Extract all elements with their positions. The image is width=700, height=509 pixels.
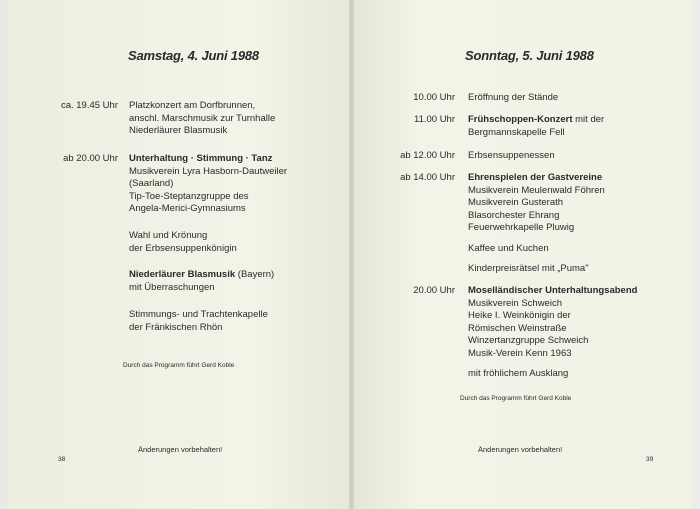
- paper-edge-right: [692, 0, 700, 509]
- schedule-description: Eröffnung der Stände: [468, 92, 559, 103]
- schedule-description: [468, 285, 637, 360]
- event-title: Niederläurer Blasmusik: [129, 269, 236, 280]
- description-line: mit Überraschungen: [129, 281, 215, 293]
- schedule-time: 10.00 Uhr: [413, 92, 455, 103]
- schedule-description: [129, 100, 275, 138]
- schedule-time: ab 12.00 Uhr: [400, 150, 455, 161]
- right-page-heading: Sonntag, 5. Juni 1988: [465, 48, 594, 63]
- description-text: (Bayern): [235, 269, 275, 280]
- description-text: mit der: [572, 114, 605, 125]
- description-line: Blasorchester Ehrang: [468, 209, 560, 221]
- program-host-note: Durch das Programm führt Gerd Koble: [460, 395, 572, 402]
- description-line: der Erbsensuppenkönigin: [129, 242, 237, 254]
- page-number: 39: [646, 456, 654, 463]
- paper-edge-left: [0, 0, 8, 509]
- description-line: Wahl und Krönung: [129, 230, 208, 241]
- schedule-description: Erbsensuppenessen: [468, 150, 555, 161]
- schedule-time: ab 14.00 Uhr: [400, 172, 455, 183]
- description-line: Tip-Toe-Steptanzgruppe des: [129, 190, 249, 202]
- changes-note: Änderungen vorbehalten!: [478, 445, 563, 454]
- schedule-time: ab 20.00 Uhr: [63, 153, 118, 164]
- description-line: Musik-Verein Kenn 1963: [468, 347, 572, 359]
- description-line: Platzkonzert am Dorfbrunnen,: [129, 100, 256, 111]
- description-line: Musikverein Lyra Hasborn-Dautweiler: [129, 165, 288, 177]
- schedule-description: [129, 309, 268, 334]
- event-title: Ehrenspielen der Gastvereine: [468, 172, 603, 183]
- description-line: mit fröhlichem Ausklang: [468, 368, 569, 379]
- description-line: (Saarland): [129, 178, 174, 189]
- description-line: Bergmannskapelle Fell: [468, 126, 565, 138]
- description-line: Angela-Merici-Gymnasiums: [129, 203, 246, 214]
- schedule-description: [129, 269, 274, 294]
- description-line: Römischen Weinstraße: [468, 322, 567, 334]
- description-line: Stimmungs- und Trachtenkapelle: [129, 309, 268, 320]
- schedule-time: 20.00 Uhr: [413, 285, 455, 296]
- description-line: Winzertanzgruppe Schweich: [468, 335, 589, 346]
- event-title: Unterhaltung · Stimmung · Tanz: [129, 153, 273, 164]
- event-title: Frühschoppen-Konzert: [468, 114, 573, 125]
- schedule-time: ca. 19.45 Uhr: [60, 100, 118, 111]
- event-title: Moselländischer Unterhaltungsabend: [468, 285, 638, 296]
- left-page-heading: Samstag, 4. Juni 1988: [128, 48, 259, 63]
- program-host-note: Durch das Programm führt Gerd Koble: [123, 362, 235, 369]
- description-line: Kaffee und Kuchen: [468, 243, 549, 254]
- schedule-description: [468, 114, 604, 139]
- description-line: Kinderpreisrätsel mit „Puma": [468, 263, 589, 274]
- description-line: der Fränkischen Rhön: [129, 321, 223, 333]
- description-line: Musikverein Schweich: [468, 297, 562, 309]
- page-gutter: [349, 0, 354, 509]
- schedule-description: [129, 153, 287, 216]
- description-line: anschl. Marschmusik zur Turnhalle: [129, 112, 276, 124]
- changes-note: Änderungen vorbehalten!: [138, 445, 223, 454]
- description-line: Heike I. Weinkönigin der: [468, 310, 571, 321]
- description-line: Niederläurer Blasmusik: [129, 125, 228, 136]
- schedule-time: 11.00 Uhr: [413, 114, 455, 125]
- description-line: Feuerwehrkapelle Pluwig: [468, 222, 575, 233]
- schedule-description: [468, 172, 605, 235]
- schedule-description: [129, 230, 237, 255]
- page-number: 38: [58, 456, 66, 463]
- description-line: Musikverein Meulenwald Föhren: [468, 184, 605, 196]
- description-line: Musikverein Gusterath: [468, 197, 564, 208]
